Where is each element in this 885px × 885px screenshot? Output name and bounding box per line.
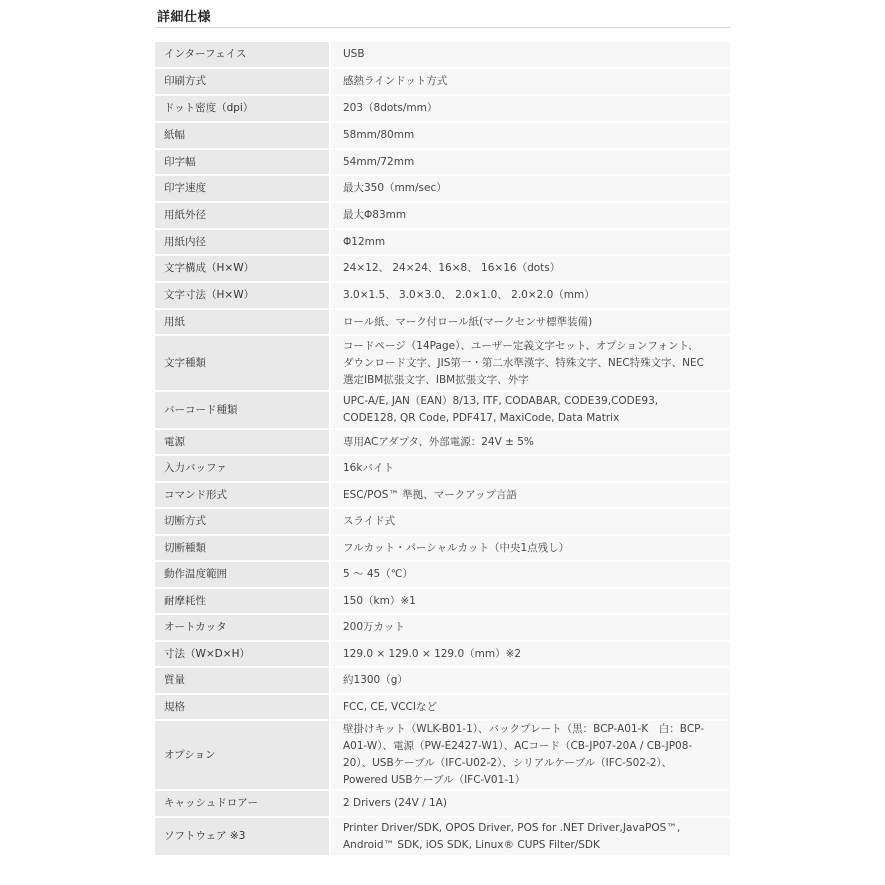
spec-value: 16kバイト [330, 455, 730, 482]
spec-label: 用紙 [155, 309, 330, 335]
spec-value: FCC, CE, VCCIなど [330, 694, 730, 720]
spec-value: UPC-A/E, JAN（EAN）8/13, ITF, CODABAR, CODE39,CODE93, CODE128, QR Code, PDF417, MaxiCode, Data Matrix [330, 391, 730, 429]
spec-row [155, 175, 730, 202]
spec-value: 壁掛けキット（WLK-B01-1）、バックプレート（黒：BCP-A01-K 白：BCP-A01-W）、電源（PW-E2427-W1）、ACコード（CB-JP07-20A / CB-JP08-20）、USBケーブル（IFC-U02-2）、シリアルケーブル（IFC-S02-2）、Powered USBケーブル（IFC-V01-1） [330, 720, 730, 790]
spec-row [155, 508, 730, 535]
spec-row [155, 790, 730, 817]
spec-row [155, 255, 730, 282]
spec-value: コードページ（14Page）、ユーザー定義文字セット、オプションフォント、ダウンロード文字、JIS第一・第二水準漢字、特殊文字、NEC特殊文字、NEC選定IBM拡張文字、IBM拡張文字、外字 [330, 335, 730, 391]
spec-row [155, 535, 730, 561]
spec-value: 54mm/72mm [330, 149, 730, 175]
spec-row [155, 202, 730, 229]
spec-row [155, 309, 730, 335]
spec-label: 動作温度範囲 [155, 561, 330, 588]
spec-label: 印字速度 [155, 175, 330, 202]
spec-row [155, 122, 730, 149]
spec-row [155, 229, 730, 255]
spec-label: 切断種類 [155, 535, 330, 561]
spec-label: バーコード種類 [155, 391, 330, 429]
spec-value: フルカット・パーシャルカット（中央1点残し） [330, 535, 730, 561]
spec-label: 印刷方式 [155, 68, 330, 95]
spec-label: 印字幅 [155, 149, 330, 175]
spec-value: 203（8dots/mm） [330, 95, 730, 122]
spec-label: 耐摩耗性 [155, 588, 330, 614]
spec-label: 寸法（W×D×H） [155, 641, 330, 667]
spec-value: 感熱ラインドット方式 [330, 68, 730, 95]
spec-label: 質量 [155, 667, 330, 694]
spec-row [155, 641, 730, 667]
spec-value: 2 Drivers (24V / 1A) [330, 790, 730, 817]
spec-value: Φ12mm [330, 229, 730, 255]
spec-value: 129.0 × 129.0 × 129.0（mm）※2 [330, 641, 730, 667]
spec-value: 150（km）※1 [330, 588, 730, 614]
spec-label: ドット密度（dpi） [155, 95, 330, 122]
spec-value: 3.0×1.5、 3.0×3.0、 2.0×1.0、 2.0×2.0（mm） [330, 282, 730, 309]
spec-value: Printer Driver/SDK, OPOS Driver, POS for .NET Driver,JavaPOS™, Android™ SDK, iOS SDK, Linux® CUPS Filter/SDK [330, 817, 730, 856]
spec-value: 約1300（g） [330, 667, 730, 694]
spec-label: オートカッタ [155, 614, 330, 641]
spec-label: コマンド形式 [155, 482, 330, 508]
spec-label: ソフトウェア ※3 [155, 817, 330, 856]
spec-label: 電源 [155, 429, 330, 455]
spec-label: 規格 [155, 694, 330, 720]
spec-row [155, 42, 730, 68]
spec-label: 紙幅 [155, 122, 330, 149]
spec-label: キャッシュドロアー [155, 790, 330, 817]
spec-label: 文字構成（H×W） [155, 255, 330, 282]
spec-label: 文字種類 [155, 335, 330, 391]
spec-label: インターフェイス [155, 42, 330, 68]
spec-row [155, 817, 730, 856]
spec-table [155, 42, 730, 857]
spec-row [155, 455, 730, 482]
spec-row [155, 720, 730, 790]
spec-label: 用紙外径 [155, 202, 330, 229]
spec-value: 58mm/80mm [330, 122, 730, 149]
spec-label: 文字寸法（H×W） [155, 282, 330, 309]
spec-value: 最大350（mm/sec） [330, 175, 730, 202]
spec-label: 用紙内径 [155, 229, 330, 255]
spec-value: 200万カット [330, 614, 730, 641]
spec-row [155, 429, 730, 455]
spec-row [155, 561, 730, 588]
spec-label: 切断方式 [155, 508, 330, 535]
spec-row [155, 149, 730, 175]
spec-row [155, 482, 730, 508]
spec-value: 最大Φ83mm [330, 202, 730, 229]
title-divider [155, 27, 730, 28]
spec-value: ロール紙、マーク付ロール紙(マークセンサ標準装備) [330, 309, 730, 335]
spec-value: USB [330, 42, 730, 68]
section-title: 詳細仕様 [157, 10, 212, 25]
spec-row [155, 614, 730, 641]
spec-value: スライド式 [330, 508, 730, 535]
spec-label: オプション [155, 720, 330, 790]
spec-value: 専用ACアダプタ、外部電源：24V ± 5% [330, 429, 730, 455]
spec-row [155, 588, 730, 614]
spec-value: ESC/POS™ 準拠、マークアップ言語 [330, 482, 730, 508]
spec-row [155, 282, 730, 309]
spec-row [155, 391, 730, 429]
spec-row [155, 335, 730, 391]
spec-row [155, 95, 730, 122]
spec-label: 入力バッファ [155, 455, 330, 482]
spec-row [155, 694, 730, 720]
spec-value: 5 ～ 45（℃） [330, 561, 730, 588]
spec-table-body [155, 42, 730, 856]
spec-value: 24×12、 24×24、16×8、 16×16（dots） [330, 255, 730, 282]
spec-row [155, 68, 730, 95]
spec-row [155, 667, 730, 694]
